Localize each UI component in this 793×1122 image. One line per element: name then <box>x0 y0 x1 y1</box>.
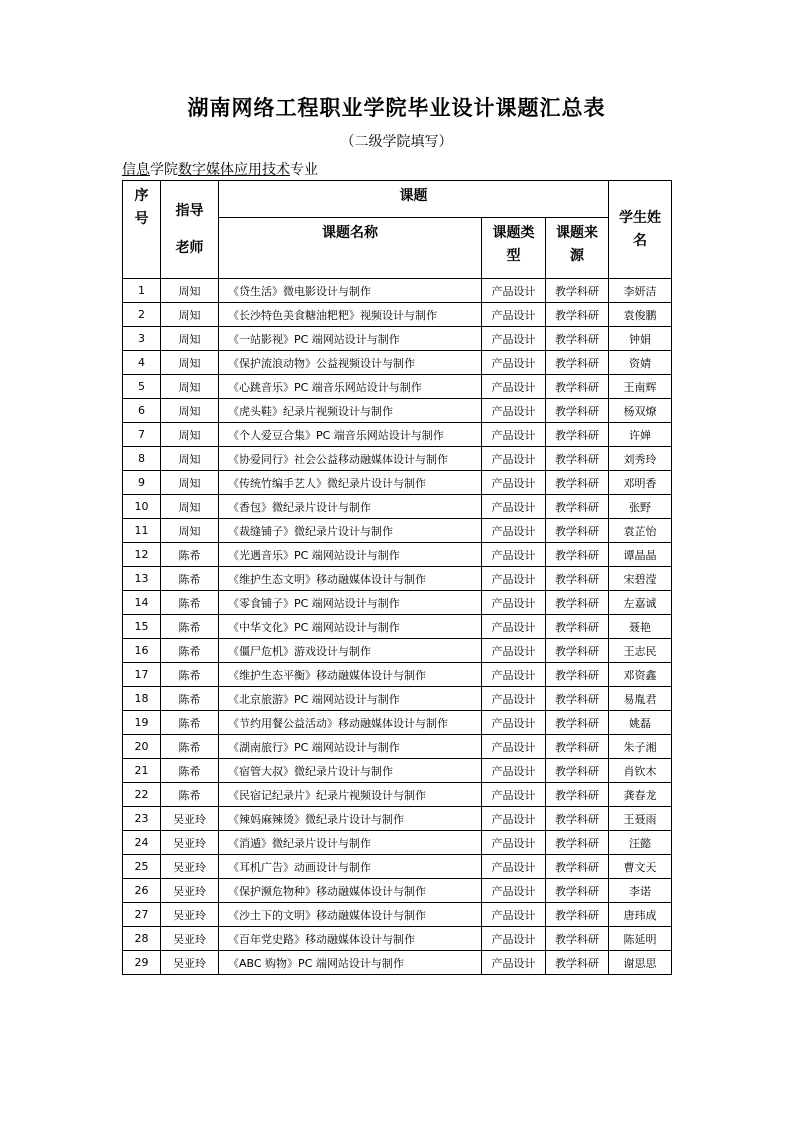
row-topic-source: 教学科研 <box>546 759 609 783</box>
row-topic-source: 教学科研 <box>546 615 609 639</box>
row-topic-name: 《辣妈麻辣烫》微纪录片设计与制作 <box>219 807 482 831</box>
header-seq-line1: 序 <box>134 188 149 204</box>
row-student: 钟娟 <box>609 327 672 351</box>
table-row <box>123 447 672 471</box>
row-topic-source: 教学科研 <box>546 735 609 759</box>
row-advisor: 吴亚玲 <box>161 927 219 951</box>
row-topic-name: 《贷生活》微电影设计与制作 <box>219 279 482 303</box>
row-topic-source: 教学科研 <box>546 519 609 543</box>
row-topic-name: 《北京旅游》PC 端网站设计与制作 <box>219 687 482 711</box>
row-topic-type: 产品设计 <box>482 783 546 807</box>
row-advisor: 周知 <box>161 279 219 303</box>
header-advisor <box>161 181 219 279</box>
row-advisor: 陈希 <box>161 783 219 807</box>
row-topic-type: 产品设计 <box>482 759 546 783</box>
row-topic-source: 教学科研 <box>546 471 609 495</box>
table-row <box>123 615 672 639</box>
row-number: 7 <box>123 423 161 447</box>
row-topic-source: 教学科研 <box>546 927 609 951</box>
row-topic-name: 《宿管大叔》微纪录片设计与制作 <box>219 759 482 783</box>
row-student: 李诺 <box>609 879 672 903</box>
row-advisor: 陈希 <box>161 663 219 687</box>
row-advisor: 陈希 <box>161 591 219 615</box>
row-topic-source: 教学科研 <box>546 831 609 855</box>
row-student: 龚春龙 <box>609 783 672 807</box>
row-number: 2 <box>123 303 161 327</box>
row-number: 13 <box>123 567 161 591</box>
row-topic-type: 产品设计 <box>482 519 546 543</box>
row-topic-type: 产品设计 <box>482 543 546 567</box>
header-topic-type-line1: 课题类 <box>492 225 535 241</box>
row-advisor: 陈希 <box>161 711 219 735</box>
header-seq-line2: 号 <box>134 211 149 227</box>
row-topic-name: 《零食铺子》PC 端网站设计与制作 <box>219 591 482 615</box>
row-number: 14 <box>123 591 161 615</box>
table-row <box>123 663 672 687</box>
row-topic-type: 产品设计 <box>482 903 546 927</box>
row-number: 18 <box>123 687 161 711</box>
row-topic-name: 《维护生态文明》移动融媒体设计与制作 <box>219 567 482 591</box>
page-subtitle: （二级学院填写） <box>340 134 453 150</box>
row-number: 12 <box>123 543 161 567</box>
row-student: 许婵 <box>609 423 672 447</box>
row-topic-type: 产品设计 <box>482 855 546 879</box>
row-topic-source: 教学科研 <box>546 903 609 927</box>
row-topic-source: 教学科研 <box>546 591 609 615</box>
row-number: 22 <box>123 783 161 807</box>
row-advisor: 周知 <box>161 327 219 351</box>
row-student: 王聂雨 <box>609 807 672 831</box>
row-advisor: 周知 <box>161 471 219 495</box>
table-row <box>123 399 672 423</box>
header-student-line1: 学生姓 <box>619 209 662 226</box>
header-advisor-line2: 老师 <box>175 239 204 256</box>
table-body <box>123 279 672 975</box>
row-advisor: 吴亚玲 <box>161 903 219 927</box>
row-student: 肖钦木 <box>609 759 672 783</box>
row-topic-type: 产品设计 <box>482 831 546 855</box>
table-row <box>123 639 672 663</box>
row-topic-type: 产品设计 <box>482 423 546 447</box>
row-student: 易胤君 <box>609 687 672 711</box>
row-topic-source: 教学科研 <box>546 399 609 423</box>
row-number: 1 <box>123 279 161 303</box>
row-topic-source: 教学科研 <box>546 807 609 831</box>
row-advisor: 周知 <box>161 399 219 423</box>
row-topic-name: 《民宿记纪录片》纪录片视频设计与制作 <box>219 783 482 807</box>
row-topic-name: 《一站影视》PC 端网站设计与制作 <box>219 327 482 351</box>
row-topic-source: 教学科研 <box>546 423 609 447</box>
header-topic-source-line2: 源 <box>570 248 585 264</box>
row-number: 29 <box>123 951 161 975</box>
table-row <box>123 711 672 735</box>
row-student: 唐玮成 <box>609 903 672 927</box>
table-row <box>123 879 672 903</box>
row-topic-source: 教学科研 <box>546 687 609 711</box>
row-student: 谭晶晶 <box>609 543 672 567</box>
row-topic-name: 《维护生态平衡》移动融媒体设计与制作 <box>219 663 482 687</box>
row-number: 17 <box>123 663 161 687</box>
header-topic-type-line2: 型 <box>506 248 521 264</box>
row-student: 杨双燎 <box>609 399 672 423</box>
row-number: 23 <box>123 807 161 831</box>
header-seq <box>123 181 161 279</box>
row-advisor: 陈希 <box>161 567 219 591</box>
row-topic-type: 产品设计 <box>482 591 546 615</box>
row-number: 5 <box>123 375 161 399</box>
row-topic-type: 产品设计 <box>482 375 546 399</box>
row-topic-type: 产品设计 <box>482 615 546 639</box>
row-student: 宋碧滢 <box>609 567 672 591</box>
row-advisor: 陈希 <box>161 543 219 567</box>
header-topic-name: 课题名称 <box>219 218 482 279</box>
row-topic-type: 产品设计 <box>482 639 546 663</box>
table-row <box>123 855 672 879</box>
row-advisor: 周知 <box>161 519 219 543</box>
row-topic-source: 教学科研 <box>546 783 609 807</box>
row-student: 王南辉 <box>609 375 672 399</box>
table-row <box>123 543 672 567</box>
page-title: 湖南网络工程职业学院毕业设计课题汇总表 <box>187 96 606 120</box>
row-student: 刘秀玲 <box>609 447 672 471</box>
row-advisor: 陈希 <box>161 639 219 663</box>
header-topic-type <box>482 218 546 279</box>
table-row <box>123 327 672 351</box>
row-topic-source: 教学科研 <box>546 279 609 303</box>
row-topic-source: 教学科研 <box>546 639 609 663</box>
row-number: 3 <box>123 327 161 351</box>
department-line <box>122 159 318 179</box>
row-student: 袁芷怡 <box>609 519 672 543</box>
row-topic-type: 产品设计 <box>482 567 546 591</box>
row-topic-type: 产品设计 <box>482 327 546 351</box>
header-student <box>609 181 672 279</box>
row-student: 朱子湘 <box>609 735 672 759</box>
row-topic-type: 产品设计 <box>482 711 546 735</box>
row-student: 曹文天 <box>609 855 672 879</box>
row-topic-name: 《传统竹编手艺人》微纪录片设计与制作 <box>219 471 482 495</box>
header-topic-source-line1: 课题来 <box>556 225 599 241</box>
row-topic-source: 教学科研 <box>546 447 609 471</box>
row-number: 24 <box>123 831 161 855</box>
row-topic-name: 《协爱同行》社会公益移动融媒体设计与制作 <box>219 447 482 471</box>
row-student: 邓资鑫 <box>609 663 672 687</box>
row-topic-type: 产品设计 <box>482 471 546 495</box>
row-topic-name: 《个人爱豆合集》PC 端音乐网站设计与制作 <box>219 423 482 447</box>
row-topic-type: 产品设计 <box>482 735 546 759</box>
row-topic-name: 《僵尸危机》游戏设计与制作 <box>219 639 482 663</box>
row-student: 张野 <box>609 495 672 519</box>
header-advisor-line1: 指导 <box>175 202 204 219</box>
row-topic-source: 教学科研 <box>546 351 609 375</box>
row-number: 19 <box>123 711 161 735</box>
row-number: 28 <box>123 927 161 951</box>
row-student: 王志民 <box>609 639 672 663</box>
row-topic-name: 《香包》微纪录片设计与制作 <box>219 495 482 519</box>
dept-major: 数字媒体应用技术 <box>178 162 290 178</box>
row-advisor: 吴亚玲 <box>161 831 219 855</box>
row-advisor: 吴亚玲 <box>161 879 219 903</box>
row-advisor: 吴亚玲 <box>161 855 219 879</box>
row-advisor: 陈希 <box>161 615 219 639</box>
row-topic-name: 《中华文化》PC 端网站设计与制作 <box>219 615 482 639</box>
row-student: 袁俊鹏 <box>609 303 672 327</box>
table-row <box>123 471 672 495</box>
row-topic-type: 产品设计 <box>482 663 546 687</box>
row-topic-source: 教学科研 <box>546 855 609 879</box>
row-topic-type: 产品设计 <box>482 399 546 423</box>
row-topic-type: 产品设计 <box>482 927 546 951</box>
row-number: 21 <box>123 759 161 783</box>
row-number: 20 <box>123 735 161 759</box>
table-row <box>123 423 672 447</box>
row-topic-name: 《心跳音乐》PC 端音乐网站设计与制作 <box>219 375 482 399</box>
row-number: 15 <box>123 615 161 639</box>
table-row <box>123 591 672 615</box>
table-row <box>123 783 672 807</box>
row-advisor: 吴亚玲 <box>161 807 219 831</box>
row-topic-name: 《耳机广告》动画设计与制作 <box>219 855 482 879</box>
table-row <box>123 351 672 375</box>
row-number: 9 <box>123 471 161 495</box>
table-row <box>123 519 672 543</box>
row-advisor: 周知 <box>161 447 219 471</box>
row-topic-name: 《节约用餐公益活动》移动融媒体设计与制作 <box>219 711 482 735</box>
row-advisor: 周知 <box>161 375 219 399</box>
row-topic-name: 《虎头鞋》纪录片视频设计与制作 <box>219 399 482 423</box>
table-row <box>123 927 672 951</box>
row-advisor: 陈希 <box>161 759 219 783</box>
row-topic-source: 教学科研 <box>546 711 609 735</box>
row-advisor: 吴亚玲 <box>161 951 219 975</box>
row-advisor: 周知 <box>161 351 219 375</box>
dept-college: 学院 <box>150 162 178 178</box>
row-topic-type: 产品设计 <box>482 951 546 975</box>
row-advisor: 周知 <box>161 423 219 447</box>
row-topic-type: 产品设计 <box>482 447 546 471</box>
row-topic-type: 产品设计 <box>482 303 546 327</box>
row-number: 16 <box>123 639 161 663</box>
table-row <box>123 687 672 711</box>
row-number: 8 <box>123 447 161 471</box>
row-topic-source: 教学科研 <box>546 663 609 687</box>
dept-prefix: 信息 <box>122 162 150 178</box>
row-student: 姚磊 <box>609 711 672 735</box>
table-row <box>123 807 672 831</box>
row-topic-name: 《长沙特色美食糖油粑粑》视频设计与制作 <box>219 303 482 327</box>
row-number: 11 <box>123 519 161 543</box>
row-topic-name: 《ABC 购物》PC 端网站设计与制作 <box>219 951 482 975</box>
row-topic-type: 产品设计 <box>482 807 546 831</box>
row-student: 邓明香 <box>609 471 672 495</box>
row-student: 汪懿 <box>609 831 672 855</box>
row-student: 李妍洁 <box>609 279 672 303</box>
header-topic-source <box>546 218 609 279</box>
table-row <box>123 303 672 327</box>
row-topic-name: 《光遇音乐》PC 端网站设计与制作 <box>219 543 482 567</box>
row-topic-name: 《沙土下的文明》移动融媒体设计与制作 <box>219 903 482 927</box>
table-row <box>123 735 672 759</box>
row-topic-name: 《保护濒危物种》移动融媒体设计与制作 <box>219 879 482 903</box>
row-number: 26 <box>123 879 161 903</box>
row-number: 6 <box>123 399 161 423</box>
row-topic-type: 产品设计 <box>482 879 546 903</box>
table-row <box>123 903 672 927</box>
table-row <box>123 831 672 855</box>
table-row <box>123 951 672 975</box>
row-advisor: 陈希 <box>161 735 219 759</box>
row-topic-type: 产品设计 <box>482 279 546 303</box>
row-topic-name: 《消遁》微纪录片设计与制作 <box>219 831 482 855</box>
row-student: 陈延明 <box>609 927 672 951</box>
row-number: 4 <box>123 351 161 375</box>
row-topic-source: 教学科研 <box>546 495 609 519</box>
row-topic-name: 《百年党史路》移动融媒体设计与制作 <box>219 927 482 951</box>
row-topic-source: 教学科研 <box>546 543 609 567</box>
row-student: 谢思思 <box>609 951 672 975</box>
row-topic-source: 教学科研 <box>546 303 609 327</box>
row-topic-type: 产品设计 <box>482 495 546 519</box>
dept-suffix: 专业 <box>290 162 318 178</box>
header-topic-group: 课题 <box>219 181 609 218</box>
row-number: 27 <box>123 903 161 927</box>
row-advisor: 陈希 <box>161 687 219 711</box>
row-student: 聂艳 <box>609 615 672 639</box>
table-row <box>123 375 672 399</box>
row-topic-name: 《裁缝铺子》微纪录片设计与制作 <box>219 519 482 543</box>
row-number: 10 <box>123 495 161 519</box>
row-topic-source: 教学科研 <box>546 375 609 399</box>
topics-table <box>122 180 672 975</box>
row-advisor: 周知 <box>161 495 219 519</box>
row-topic-source: 教学科研 <box>546 951 609 975</box>
row-topic-name: 《保护流浪动物》公益视频设计与制作 <box>219 351 482 375</box>
row-topic-type: 产品设计 <box>482 351 546 375</box>
row-advisor: 周知 <box>161 303 219 327</box>
row-topic-type: 产品设计 <box>482 687 546 711</box>
row-number: 25 <box>123 855 161 879</box>
table-row <box>123 279 672 303</box>
table-row <box>123 495 672 519</box>
row-student: 左嘉诚 <box>609 591 672 615</box>
row-student: 资婧 <box>609 351 672 375</box>
row-topic-source: 教学科研 <box>546 327 609 351</box>
row-topic-source: 教学科研 <box>546 567 609 591</box>
table-row <box>123 567 672 591</box>
table-row <box>123 759 672 783</box>
header-student-line2: 名 <box>633 232 648 249</box>
row-topic-source: 教学科研 <box>546 879 609 903</box>
row-topic-name: 《湖南旅行》PC 端网站设计与制作 <box>219 735 482 759</box>
